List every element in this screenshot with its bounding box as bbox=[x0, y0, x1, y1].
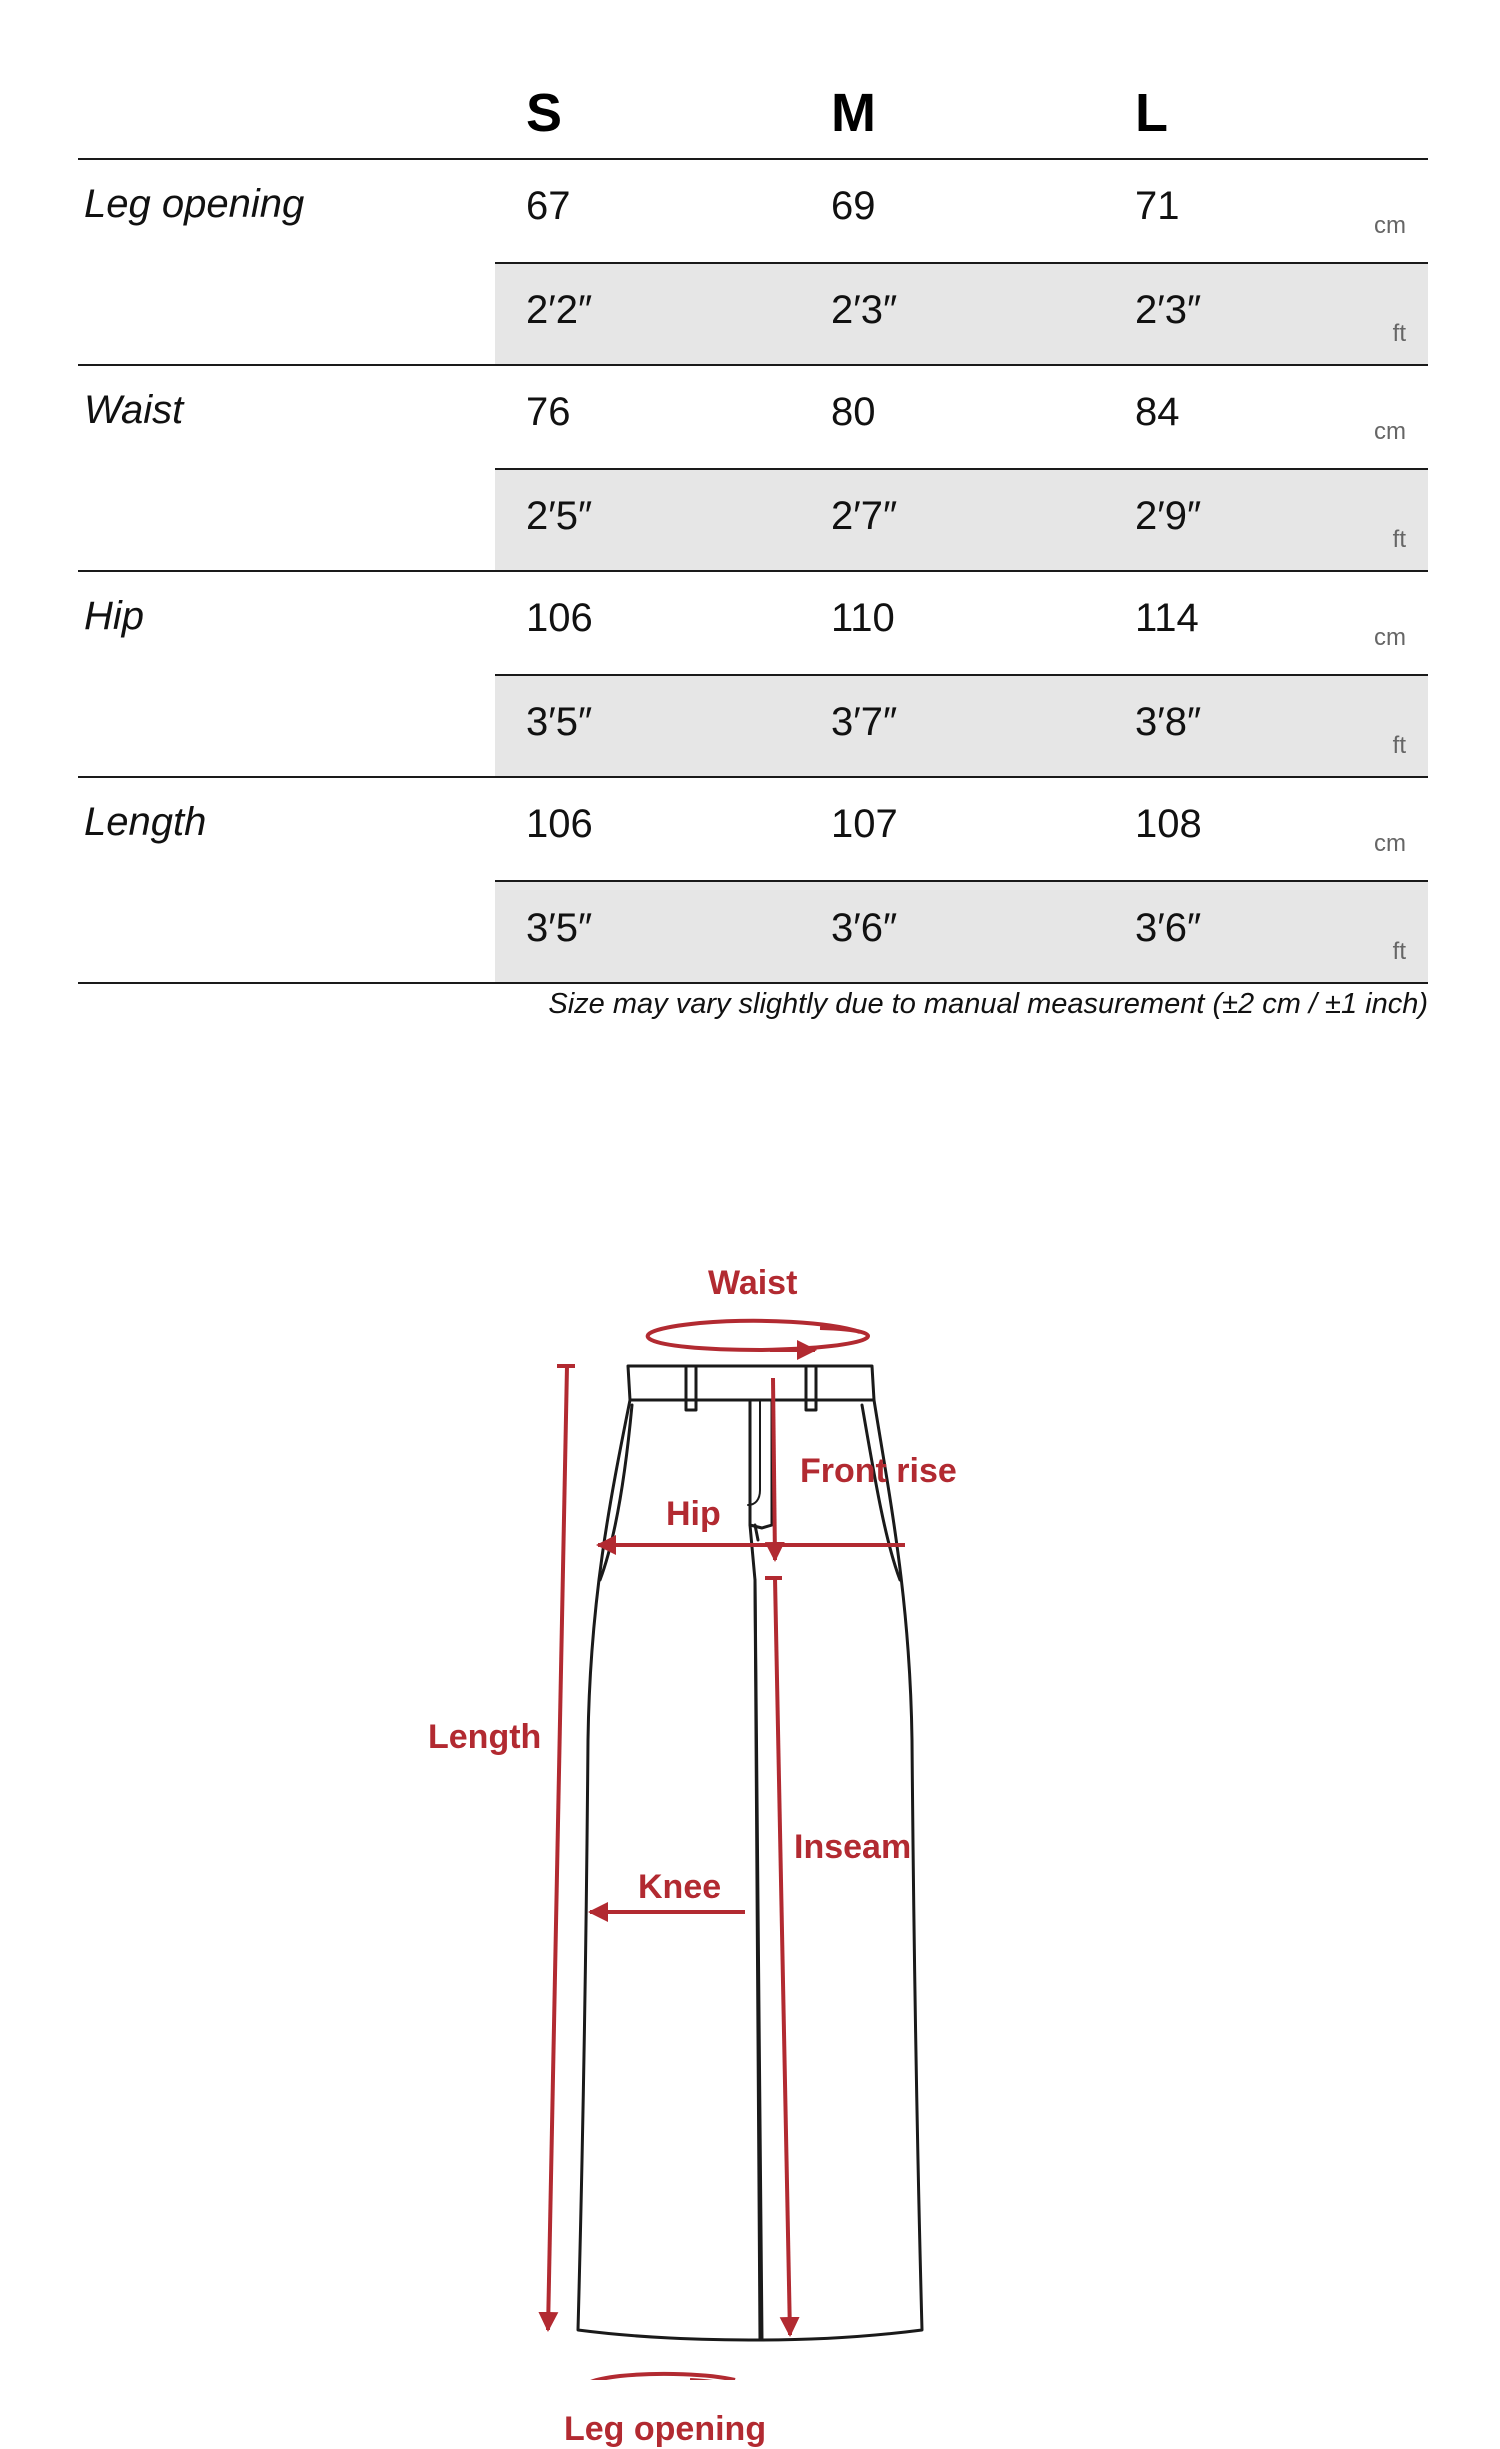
cm-row bbox=[495, 366, 1428, 466]
label-leg-opening: Leg opening bbox=[564, 2410, 767, 2448]
cm-row bbox=[495, 572, 1428, 672]
cm-value-s: 106 bbox=[526, 802, 593, 846]
inseam-arrow-icon bbox=[775, 1578, 790, 2335]
cm-value-m: 110 bbox=[831, 596, 895, 640]
ft-row bbox=[495, 674, 1428, 776]
label-waist: Waist bbox=[708, 1264, 798, 1302]
size-header-m: M bbox=[831, 83, 876, 143]
ft-value-s: 3′5″ bbox=[526, 700, 593, 744]
row-label: Length bbox=[84, 800, 207, 844]
unit-ft: ft bbox=[1392, 526, 1406, 553]
unit-cm: cm bbox=[1374, 212, 1406, 239]
ft-value-s: 3′5″ bbox=[526, 906, 593, 950]
cm-value-m: 69 bbox=[831, 184, 876, 228]
size-header-l: L bbox=[1135, 83, 1168, 143]
leg-opening-arrow-icon bbox=[585, 2374, 735, 2380]
ft-value-l: 3′6″ bbox=[1135, 906, 1202, 950]
measurement-diagram bbox=[0, 1180, 1500, 2448]
cm-value-m: 107 bbox=[831, 802, 898, 846]
size-header-row bbox=[78, 60, 1428, 160]
waist-arrow-icon bbox=[648, 1321, 868, 1350]
cm-value-l: 84 bbox=[1135, 390, 1180, 434]
cm-value-s: 76 bbox=[526, 390, 571, 434]
cm-row bbox=[495, 160, 1428, 260]
row-group-waist bbox=[78, 366, 1428, 572]
unit-ft: ft bbox=[1392, 320, 1406, 347]
measurement-note: Size may vary slightly due to manual measurement (±2 cm / ±1 inch) bbox=[548, 988, 1428, 1020]
ft-value-m: 2′3″ bbox=[831, 288, 898, 332]
cm-value-l: 71 bbox=[1135, 184, 1180, 228]
ft-value-s: 2′2″ bbox=[526, 288, 593, 332]
unit-ft: ft bbox=[1392, 732, 1406, 759]
cm-row bbox=[495, 778, 1428, 878]
label-knee: Knee bbox=[638, 1868, 722, 1906]
ft-value-l: 2′9″ bbox=[1135, 494, 1202, 538]
cm-value-m: 80 bbox=[831, 390, 876, 434]
ft-value-m: 3′7″ bbox=[831, 700, 898, 744]
ft-value-m: 2′7″ bbox=[831, 494, 898, 538]
label-length: Length bbox=[428, 1718, 542, 1756]
size-table bbox=[78, 60, 1428, 984]
row-label: Hip bbox=[84, 594, 145, 638]
ft-row bbox=[495, 880, 1428, 982]
ft-value-l: 3′8″ bbox=[1135, 700, 1202, 744]
row-group-hip bbox=[78, 572, 1428, 778]
pants-diagram-svg bbox=[0, 1180, 1500, 2380]
cm-value-s: 67 bbox=[526, 184, 571, 228]
label-hip: Hip bbox=[666, 1495, 721, 1533]
unit-ft: ft bbox=[1392, 938, 1406, 965]
ft-row bbox=[495, 468, 1428, 570]
unit-cm: cm bbox=[1374, 830, 1406, 857]
cm-value-l: 114 bbox=[1135, 596, 1199, 640]
ft-value-s: 2′5″ bbox=[526, 494, 593, 538]
ft-row bbox=[495, 262, 1428, 364]
row-label: Leg opening bbox=[84, 182, 305, 226]
length-arrow-icon bbox=[548, 1366, 567, 2330]
size-header-s: S bbox=[526, 83, 563, 143]
ft-value-l: 2′3″ bbox=[1135, 288, 1202, 332]
row-group-leg-opening bbox=[78, 160, 1428, 366]
unit-cm: cm bbox=[1374, 418, 1406, 445]
row-group-length bbox=[78, 778, 1428, 984]
ft-value-m: 3′6″ bbox=[831, 906, 898, 950]
front-rise-arrow-icon bbox=[773, 1378, 775, 1560]
cm-value-l: 108 bbox=[1135, 802, 1202, 846]
label-inseam: Inseam bbox=[794, 1828, 912, 1866]
label-front-rise: Front rise bbox=[800, 1452, 957, 1490]
row-label: Waist bbox=[84, 388, 184, 432]
unit-cm: cm bbox=[1374, 624, 1406, 651]
cm-value-s: 106 bbox=[526, 596, 593, 640]
